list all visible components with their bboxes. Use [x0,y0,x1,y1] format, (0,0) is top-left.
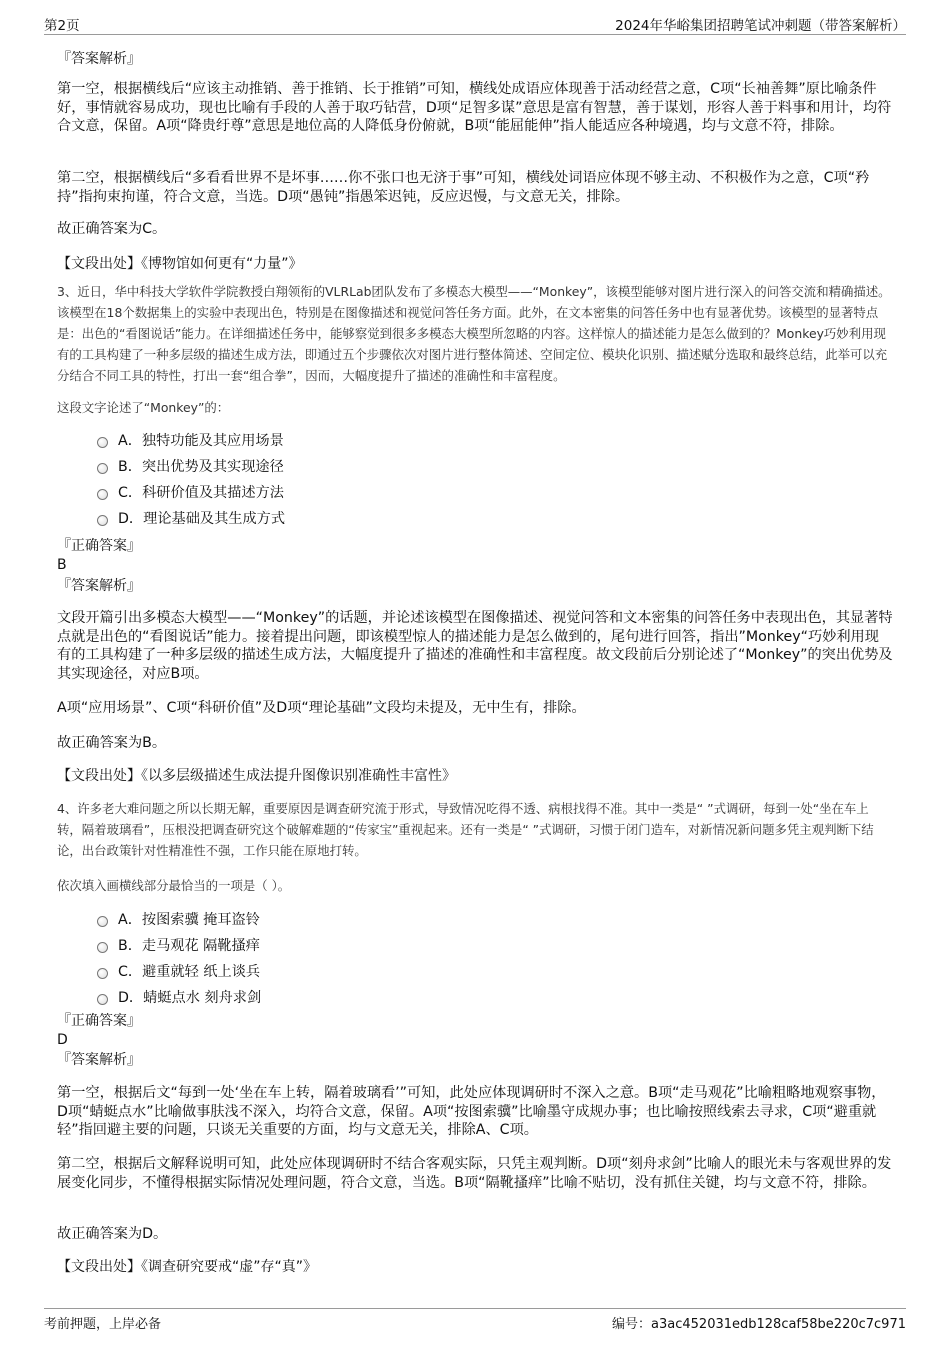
q2-analysis-p2: 第二空，根据横线后“多看看世界不是坏事……你不张口也无济于事”可知，横线处词语应体现不够主动、不积极作为之意，C项“矜持”指拘束拘谨，符合文意，当选。D项“愚钝”指愚笨迟钝，反应迟慢，与文意无关，排除。 [57,170,870,205]
q3-option-a[interactable]: A． 独特功能及其应用场景 [97,427,893,453]
q4-option-b[interactable]: B． 走马观花 隔靴搔痒 [97,932,893,958]
q3-options [57,427,893,531]
radio-icon[interactable] [97,916,108,927]
q4-answer: D [57,1032,68,1048]
radio-icon[interactable] [97,437,108,448]
document-code: 编号：a3ac452031edb128caf58be220c7c971 [612,1317,906,1332]
footer-slogan: 考前押题，上岸必备 [44,1317,162,1332]
q4-analysis-tag: 『答案解析』 [57,1052,141,1068]
radio-icon[interactable] [97,968,108,979]
q4-prompt: 依次填入画横线部分最恰当的一项是（ ）。 [57,878,291,893]
q3-source: 【文段出处】《以多层级描述生成法提升图像识别准确性丰富性》 [57,768,456,784]
q3-option-d[interactable]: D． 理论基础及其生成方式 [97,505,893,531]
q4-question: 4、许多老大难问题之所以长期无解，重要原因是调查研究流于形式，导致情况吃得不透、病根找得不准。其中一类是“ ”式调研，每到一处“坐在车上转，隔着玻璃看”，压根没把调查研究这个破解难题的“传家宝”重视起来。还有一类是“ ”式调研，习惯于闭门造车，对新情况新问题多凭主观判断下结论，出台政策针对性精准性不强，工作只能在原地打转。 [57,801,874,858]
q3-question: 3、近日，华中科技大学软件学院教授白翔领衔的VLRLab团队发布了多模态大模型——“Monkey”，该模型能够对图片进行深入的问答交流和精确描述。该模型在18个数据集上的实验中表现出色，特别是在图像描述和视觉问答任务方面。此外，在文本密集的问答任务中也有显著优势。该模型的显著特点是：出色的“看图说话”能力。在详细描述任务中，能够察觉到很多多模态大模型所忽略的内容。这样惊人的描述能力是怎么做到的？Monkey巧妙利用现有的工具构建了一种多层级的描述生成方法，即通过五个步骤依次对图片进行整体简述、空间定位、模块化识别、描述赋分选取和最终总结，此举可以充分结合不同工具的特性，打出一套“组合拳”，因而，大幅度提升了描述的准确性和丰富程度。 [57,284,891,383]
page-content [57,44,893,1305]
q3-prompt: 这段文字论述了“Monkey”的： [57,400,230,415]
q2-analysis-p1: 第一空，根据横线后“应该主动推销、善于推销、长于推销”可知，横线处成语应体现善于活动经营之意，C项“长袖善舞”原比喻条件好，事情就容易成功，现也比喻有手段的人善于取巧钻营，D项“足智多谋”意思是富有智慧，善于谋划，形容人善于料事和用计，均符合文意，保留。A项“降贵纡尊”意思是地位高的人降低身份俯就，B项“能屈能伸”指人能适应各种境遇，均与文意不符，排除。 [57,81,892,134]
page-number: 第2页 [44,18,80,34]
q3-conclusion: 故正确答案为B。 [57,735,167,751]
page-footer [44,1308,906,1335]
q4-option-d[interactable]: D． 蜻蜓点水 刻舟求剑 [97,984,893,1010]
radio-icon[interactable] [97,463,108,474]
q3-analysis-p2: A项“应用场景”、C项“科研价值”及D项“理论基础”文段均未提及，无中生有，排除。 [57,700,586,716]
q3-analysis-tag: 『答案解析』 [57,578,141,594]
q2-source: 【文段出处】《博物馆如何更有“力量”》 [57,256,303,272]
q4-answer-tag: 『正确答案』 [57,1013,141,1029]
radio-icon[interactable] [97,515,108,526]
q2-analysis-tag: 『答案解析』 [57,51,141,67]
q4-conclusion: 故正确答案为D。 [57,1226,168,1242]
document-title: 2024年华峪集团招聘笔试冲刺题（带答案解析） [615,18,906,34]
q3-option-b[interactable]: B． 突出优势及其实现途径 [97,453,893,479]
radio-icon[interactable] [97,942,108,953]
radio-icon[interactable] [97,994,108,1005]
q4-option-a[interactable]: A． 按图索骥 掩耳盗铃 [97,906,893,932]
q4-source: 【文段出处】《调查研究要戒“虚”存“真”》 [57,1259,318,1275]
q3-answer: B [57,557,67,573]
q3-answer-tag: 『正确答案』 [57,538,141,554]
radio-icon[interactable] [97,489,108,500]
q3-analysis-p1: 文段开篇引出多模态大模型——“Monkey”的话题，并论述该模型在图像描述、视觉问答和文本密集的问答任务中表现出色，其显著特点就是出色的“看图说话”能力。接着提出问题，即该模型惊人的描述能力是怎么做到的，尾句进行回答，指出”Monkey“巧妙利用现有的工具构建了一种多层级的描述生成方法，大幅度提升了描述的准确性和丰富程度。故文段前后分别论述了“Monkey”的突出优势及其实现途径，对应B项。 [57,610,893,682]
q4-analysis-p1: 第一空，根据后文“每到一处‘坐在车上转，隔着玻璃看’”可知，此处应体现调研时不深入之意。B项“走马观花”比喻粗略地观察事物，D项“蜻蜓点水”比喻做事肤浅不深入，均符合文意，保留。A项“按图索骥”比喻墨守成规办事；也比喻按照线索去寻求，C项“避重就轻”指回避主要的问题，只谈无关重要的方面，均与文意无关，排除A、C项。 [57,1085,886,1138]
q4-option-c[interactable]: C． 避重就轻 纸上谈兵 [97,958,893,984]
q4-options [57,906,893,1010]
q2-conclusion: 故正确答案为C。 [57,221,167,237]
q4-analysis-p2: 第二空，根据后文解释说明可知，此处应体现调研时不结合客观实际，只凭主观判断。D项“刻舟求剑”比喻人的眼光未与客观世界的发展变化同步，不懂得根据实际情况处理问题，符合文意，当选。B项“隔靴搔痒”比喻不贴切，没有抓住关键，均与文意不符，排除。 [57,1156,892,1191]
page-header [44,12,906,35]
q3-option-c[interactable]: C． 科研价值及其描述方法 [97,479,893,505]
